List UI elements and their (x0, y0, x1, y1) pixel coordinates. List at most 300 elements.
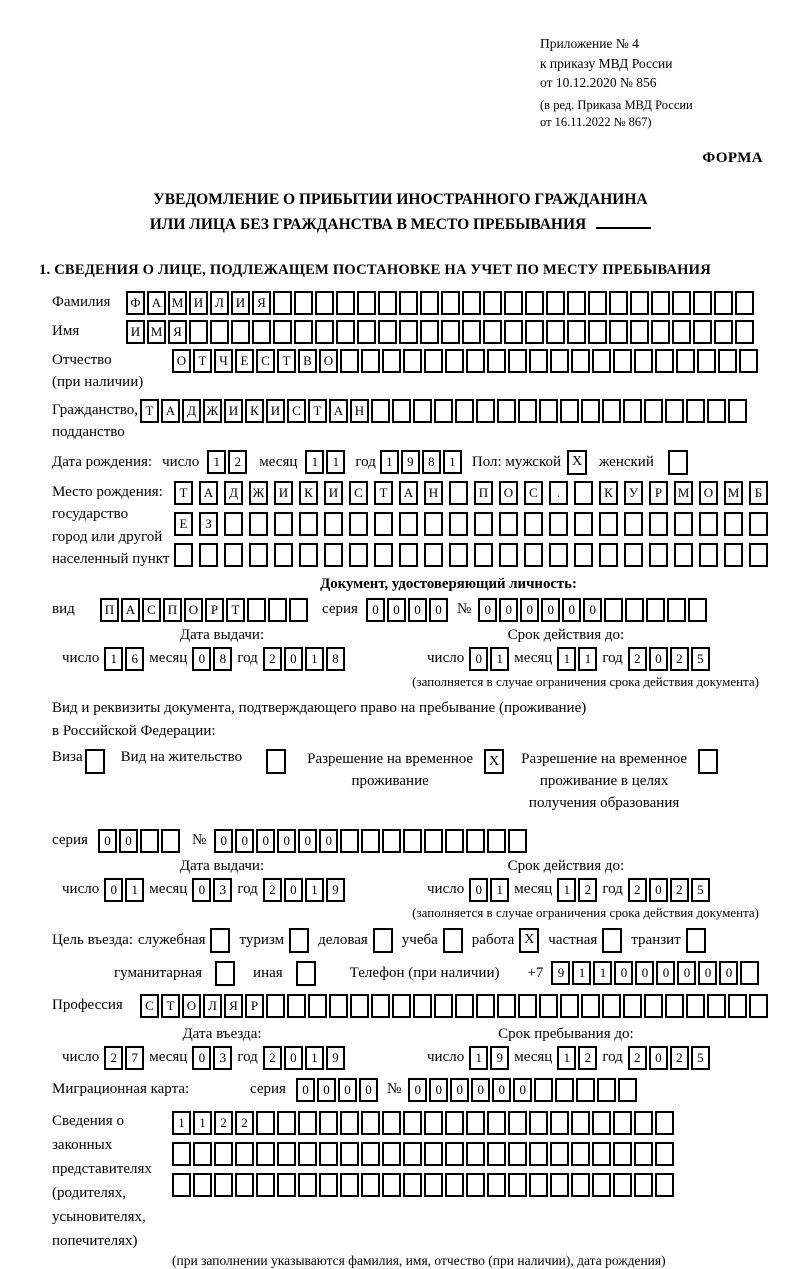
char-cell[interactable] (693, 320, 712, 344)
char-cell[interactable]: 2 (578, 878, 597, 902)
char-cell[interactable] (676, 349, 695, 373)
char-cell[interactable] (277, 1111, 296, 1135)
char-cell[interactable]: Б (749, 481, 768, 505)
char-cell[interactable] (273, 320, 292, 344)
char-cell[interactable]: 1 (193, 1111, 212, 1135)
char-cell[interactable]: 7 (125, 1046, 144, 1070)
char-cell[interactable]: 2 (628, 878, 647, 902)
char-cell[interactable]: 2 (628, 647, 647, 671)
char-cell[interactable] (403, 349, 422, 373)
char-cell[interactable] (555, 1078, 574, 1102)
char-cell[interactable]: 5 (691, 878, 710, 902)
char-cell[interactable]: 0 (429, 598, 448, 622)
char-cell[interactable]: Р (205, 598, 224, 622)
char-cell[interactable] (623, 399, 642, 423)
char-cell[interactable]: С (349, 481, 368, 505)
char-cell[interactable]: 5 (691, 647, 710, 671)
char-cell[interactable] (592, 1111, 611, 1135)
char-cell[interactable] (434, 994, 453, 1018)
char-cell[interactable]: М (168, 291, 187, 315)
char-cell[interactable] (256, 1111, 275, 1135)
char-cell[interactable] (357, 291, 376, 315)
char-cell[interactable]: 0 (98, 829, 117, 853)
char-cell[interactable]: 5 (691, 1046, 710, 1070)
char-cell[interactable] (420, 320, 439, 344)
char-cell[interactable] (256, 1173, 275, 1197)
char-cell[interactable] (336, 320, 355, 344)
char-cell[interactable] (294, 291, 313, 315)
char-cell[interactable] (546, 320, 565, 344)
char-cell[interactable] (599, 543, 618, 567)
char-cell[interactable]: 1 (104, 647, 123, 671)
char-cell[interactable] (445, 829, 464, 853)
char-cell[interactable]: С (524, 481, 543, 505)
char-cell[interactable]: О (319, 349, 338, 373)
char-cell[interactable] (299, 543, 318, 567)
char-cell[interactable]: 1 (305, 647, 324, 671)
char-cell[interactable]: 2 (235, 1111, 254, 1135)
char-cell[interactable]: Я (168, 320, 187, 344)
char-cell[interactable]: 0 (649, 1046, 668, 1070)
purpose-official-checkbox[interactable] (210, 928, 230, 953)
char-cell[interactable] (529, 1111, 548, 1135)
char-cell[interactable] (504, 320, 523, 344)
char-cell[interactable]: 0 (359, 1078, 378, 1102)
char-cell[interactable]: Р (245, 994, 264, 1018)
char-cell[interactable]: 0 (492, 1078, 511, 1102)
char-cell[interactable]: П (100, 598, 119, 622)
char-cell[interactable]: И (189, 291, 208, 315)
char-cell[interactable] (161, 829, 180, 853)
char-cell[interactable] (508, 1142, 527, 1166)
char-cell[interactable]: 9 (326, 878, 345, 902)
char-cell[interactable] (399, 291, 418, 315)
char-cell[interactable]: К (599, 481, 618, 505)
char-cell[interactable] (602, 994, 621, 1018)
char-cell[interactable] (382, 1111, 401, 1135)
char-cell[interactable]: Ж (249, 481, 268, 505)
char-cell[interactable]: 0 (520, 598, 539, 622)
char-cell[interactable] (499, 543, 518, 567)
char-cell[interactable] (525, 291, 544, 315)
char-cell[interactable] (315, 320, 334, 344)
char-cell[interactable] (574, 481, 593, 505)
char-cell[interactable] (567, 291, 586, 315)
sex-male-checkbox[interactable]: X (567, 450, 587, 475)
char-cell[interactable] (549, 512, 568, 536)
char-cell[interactable] (634, 1111, 653, 1135)
char-cell[interactable] (724, 543, 743, 567)
char-cell[interactable]: 0 (698, 961, 717, 985)
char-cell[interactable]: 2 (104, 1046, 123, 1070)
char-cell[interactable]: 0 (387, 598, 406, 622)
char-cell[interactable] (728, 399, 747, 423)
char-cell[interactable]: В (298, 349, 317, 373)
char-cell[interactable]: И (231, 291, 250, 315)
char-cell[interactable] (357, 320, 376, 344)
temp-residence-edu-checkbox[interactable] (698, 749, 718, 774)
char-cell[interactable]: 0 (649, 878, 668, 902)
char-cell[interactable]: 0 (192, 647, 211, 671)
char-cell[interactable] (319, 1111, 338, 1135)
char-cell[interactable]: 0 (656, 961, 675, 985)
char-cell[interactable] (466, 1173, 485, 1197)
char-cell[interactable] (749, 512, 768, 536)
char-cell[interactable] (449, 543, 468, 567)
char-cell[interactable] (361, 1173, 380, 1197)
char-cell[interactable]: 1 (572, 961, 591, 985)
char-cell[interactable]: Д (224, 481, 243, 505)
char-cell[interactable] (474, 543, 493, 567)
char-cell[interactable]: 0 (366, 598, 385, 622)
char-cell[interactable]: 9 (326, 1046, 345, 1070)
char-cell[interactable]: Т (140, 399, 159, 423)
char-cell[interactable] (224, 543, 243, 567)
char-cell[interactable]: 1 (380, 450, 399, 474)
char-cell[interactable] (361, 349, 380, 373)
char-cell[interactable] (424, 1173, 443, 1197)
char-cell[interactable] (403, 1111, 422, 1135)
char-cell[interactable] (324, 512, 343, 536)
char-cell[interactable] (613, 349, 632, 373)
char-cell[interactable] (466, 1111, 485, 1135)
char-cell[interactable] (274, 512, 293, 536)
char-cell[interactable]: 2 (263, 647, 282, 671)
char-cell[interactable] (735, 320, 754, 344)
char-cell[interactable] (644, 399, 663, 423)
char-cell[interactable]: К (299, 481, 318, 505)
char-cell[interactable] (249, 512, 268, 536)
char-cell[interactable] (287, 994, 306, 1018)
char-cell[interactable]: Л (210, 291, 229, 315)
char-cell[interactable] (529, 1173, 548, 1197)
char-cell[interactable] (529, 1142, 548, 1166)
char-cell[interactable] (298, 1111, 317, 1135)
char-cell[interactable]: Т (277, 349, 296, 373)
char-cell[interactable] (518, 994, 537, 1018)
char-cell[interactable] (399, 320, 418, 344)
char-cell[interactable] (667, 598, 686, 622)
char-cell[interactable]: Л (203, 994, 222, 1018)
char-cell[interactable] (630, 291, 649, 315)
char-cell[interactable]: Я (252, 291, 271, 315)
char-cell[interactable] (361, 1142, 380, 1166)
char-cell[interactable]: 1 (305, 450, 324, 474)
char-cell[interactable]: 1 (305, 1046, 324, 1070)
char-cell[interactable]: А (199, 481, 218, 505)
char-cell[interactable] (413, 399, 432, 423)
char-cell[interactable] (249, 543, 268, 567)
char-cell[interactable]: А (399, 481, 418, 505)
char-cell[interactable]: О (172, 349, 191, 373)
char-cell[interactable]: М (724, 481, 743, 505)
char-cell[interactable]: 2 (628, 1046, 647, 1070)
char-cell[interactable] (224, 512, 243, 536)
char-cell[interactable] (252, 320, 271, 344)
char-cell[interactable] (618, 1078, 637, 1102)
char-cell[interactable] (214, 1173, 233, 1197)
char-cell[interactable] (571, 1142, 590, 1166)
char-cell[interactable]: 0 (317, 1078, 336, 1102)
char-cell[interactable] (231, 320, 250, 344)
char-cell[interactable] (424, 512, 443, 536)
char-cell[interactable] (361, 829, 380, 853)
char-cell[interactable] (445, 1111, 464, 1135)
temp-residence-checkbox[interactable]: X (484, 749, 504, 774)
char-cell[interactable] (350, 994, 369, 1018)
char-cell[interactable] (634, 1173, 653, 1197)
char-cell[interactable] (235, 1142, 254, 1166)
char-cell[interactable] (504, 291, 523, 315)
char-cell[interactable]: 2 (670, 647, 689, 671)
char-cell[interactable] (399, 512, 418, 536)
char-cell[interactable] (674, 512, 693, 536)
char-cell[interactable]: М (674, 481, 693, 505)
char-cell[interactable]: 0 (408, 598, 427, 622)
char-cell[interactable]: 0 (499, 598, 518, 622)
char-cell[interactable]: 0 (284, 878, 303, 902)
purpose-private-checkbox[interactable] (602, 928, 622, 953)
char-cell[interactable] (588, 320, 607, 344)
char-cell[interactable] (735, 291, 754, 315)
char-cell[interactable]: 0 (296, 1078, 315, 1102)
char-cell[interactable] (483, 291, 502, 315)
char-cell[interactable] (299, 512, 318, 536)
char-cell[interactable] (728, 994, 747, 1018)
char-cell[interactable] (672, 291, 691, 315)
char-cell[interactable] (549, 543, 568, 567)
char-cell[interactable]: 9 (490, 1046, 509, 1070)
char-cell[interactable] (550, 1173, 569, 1197)
char-cell[interactable] (247, 598, 266, 622)
char-cell[interactable] (274, 543, 293, 567)
char-cell[interactable]: О (184, 598, 203, 622)
char-cell[interactable] (524, 512, 543, 536)
char-cell[interactable]: 2 (578, 1046, 597, 1070)
char-cell[interactable]: 0 (478, 598, 497, 622)
char-cell[interactable] (623, 994, 642, 1018)
char-cell[interactable] (382, 829, 401, 853)
char-cell[interactable] (602, 399, 621, 423)
char-cell[interactable]: П (163, 598, 182, 622)
char-cell[interactable] (487, 1173, 506, 1197)
char-cell[interactable] (718, 349, 737, 373)
char-cell[interactable]: И (324, 481, 343, 505)
char-cell[interactable]: Т (161, 994, 180, 1018)
char-cell[interactable] (686, 994, 705, 1018)
char-cell[interactable] (714, 291, 733, 315)
char-cell[interactable]: . (549, 481, 568, 505)
char-cell[interactable] (550, 349, 569, 373)
char-cell[interactable]: О (182, 994, 201, 1018)
char-cell[interactable] (592, 1142, 611, 1166)
char-cell[interactable] (739, 349, 758, 373)
char-cell[interactable] (466, 349, 485, 373)
char-cell[interactable]: 3 (213, 878, 232, 902)
char-cell[interactable]: 2 (263, 878, 282, 902)
char-cell[interactable] (592, 349, 611, 373)
char-cell[interactable] (487, 1142, 506, 1166)
char-cell[interactable] (693, 291, 712, 315)
char-cell[interactable] (349, 543, 368, 567)
char-cell[interactable] (294, 320, 313, 344)
char-cell[interactable]: Ж (203, 399, 222, 423)
char-cell[interactable]: 0 (649, 647, 668, 671)
char-cell[interactable] (424, 1142, 443, 1166)
char-cell[interactable]: 2 (670, 1046, 689, 1070)
char-cell[interactable] (424, 1111, 443, 1135)
char-cell[interactable] (609, 320, 628, 344)
char-cell[interactable] (487, 829, 506, 853)
char-cell[interactable] (324, 543, 343, 567)
char-cell[interactable] (487, 349, 506, 373)
char-cell[interactable]: 0 (719, 961, 738, 985)
char-cell[interactable]: Т (374, 481, 393, 505)
char-cell[interactable]: 2 (228, 450, 247, 474)
char-cell[interactable] (740, 961, 759, 985)
char-cell[interactable] (268, 598, 287, 622)
char-cell[interactable] (534, 1078, 553, 1102)
char-cell[interactable] (550, 1111, 569, 1135)
char-cell[interactable] (576, 1078, 595, 1102)
char-cell[interactable]: К (245, 399, 264, 423)
char-cell[interactable]: А (121, 598, 140, 622)
char-cell[interactable] (655, 1173, 674, 1197)
char-cell[interactable]: 0 (104, 878, 123, 902)
char-cell[interactable]: И (274, 481, 293, 505)
char-cell[interactable]: 0 (192, 878, 211, 902)
char-cell[interactable] (382, 1142, 401, 1166)
char-cell[interactable] (655, 349, 674, 373)
char-cell[interactable] (371, 399, 390, 423)
char-cell[interactable] (655, 1111, 674, 1135)
char-cell[interactable] (392, 399, 411, 423)
char-cell[interactable] (624, 543, 643, 567)
char-cell[interactable]: 0 (277, 829, 296, 853)
char-cell[interactable] (508, 349, 527, 373)
purpose-tourism-checkbox[interactable] (289, 928, 309, 953)
char-cell[interactable] (340, 829, 359, 853)
char-cell[interactable]: 0 (256, 829, 275, 853)
char-cell[interactable] (476, 994, 495, 1018)
char-cell[interactable] (597, 1078, 616, 1102)
char-cell[interactable] (392, 994, 411, 1018)
char-cell[interactable] (571, 349, 590, 373)
char-cell[interactable]: 1 (593, 961, 612, 985)
char-cell[interactable]: А (147, 291, 166, 315)
char-cell[interactable] (374, 512, 393, 536)
char-cell[interactable] (634, 349, 653, 373)
char-cell[interactable] (340, 1142, 359, 1166)
char-cell[interactable] (378, 291, 397, 315)
char-cell[interactable]: С (256, 349, 275, 373)
char-cell[interactable] (613, 1111, 632, 1135)
char-cell[interactable] (329, 994, 348, 1018)
char-cell[interactable]: 1 (443, 450, 462, 474)
char-cell[interactable]: 0 (284, 1046, 303, 1070)
char-cell[interactable] (588, 291, 607, 315)
char-cell[interactable]: Н (350, 399, 369, 423)
char-cell[interactable]: И (126, 320, 145, 344)
char-cell[interactable] (699, 512, 718, 536)
char-cell[interactable]: 2 (263, 1046, 282, 1070)
purpose-transit-checkbox[interactable] (686, 928, 706, 953)
char-cell[interactable] (499, 512, 518, 536)
char-cell[interactable] (199, 543, 218, 567)
char-cell[interactable]: С (287, 399, 306, 423)
char-cell[interactable] (674, 543, 693, 567)
char-cell[interactable]: И (266, 399, 285, 423)
char-cell[interactable]: А (161, 399, 180, 423)
char-cell[interactable] (462, 320, 481, 344)
char-cell[interactable] (340, 349, 359, 373)
char-cell[interactable]: 8 (213, 647, 232, 671)
char-cell[interactable] (399, 543, 418, 567)
char-cell[interactable]: 0 (583, 598, 602, 622)
char-cell[interactable] (665, 399, 684, 423)
char-cell[interactable] (724, 512, 743, 536)
char-cell[interactable]: М (147, 320, 166, 344)
char-cell[interactable]: А (329, 399, 348, 423)
visa-checkbox[interactable] (85, 749, 105, 774)
char-cell[interactable] (315, 291, 334, 315)
char-cell[interactable]: 1 (490, 647, 509, 671)
char-cell[interactable] (571, 1173, 590, 1197)
char-cell[interactable]: 0 (635, 961, 654, 985)
char-cell[interactable] (550, 1142, 569, 1166)
char-cell[interactable] (210, 320, 229, 344)
char-cell[interactable] (193, 1142, 212, 1166)
char-cell[interactable]: Т (308, 399, 327, 423)
char-cell[interactable]: З (199, 512, 218, 536)
char-cell[interactable]: 0 (408, 1078, 427, 1102)
char-cell[interactable] (382, 1173, 401, 1197)
char-cell[interactable]: 1 (326, 450, 345, 474)
char-cell[interactable] (624, 512, 643, 536)
char-cell[interactable] (424, 543, 443, 567)
char-cell[interactable] (609, 291, 628, 315)
char-cell[interactable] (560, 994, 579, 1018)
char-cell[interactable] (539, 994, 558, 1018)
char-cell[interactable]: 0 (562, 598, 581, 622)
char-cell[interactable] (567, 320, 586, 344)
char-cell[interactable] (434, 399, 453, 423)
char-cell[interactable] (214, 1142, 233, 1166)
char-cell[interactable] (546, 291, 565, 315)
char-cell[interactable]: Д (182, 399, 201, 423)
char-cell[interactable] (445, 1142, 464, 1166)
char-cell[interactable] (374, 543, 393, 567)
char-cell[interactable] (581, 399, 600, 423)
char-cell[interactable] (266, 994, 285, 1018)
char-cell[interactable] (476, 399, 495, 423)
char-cell[interactable] (630, 320, 649, 344)
char-cell[interactable]: Е (174, 512, 193, 536)
char-cell[interactable] (613, 1173, 632, 1197)
char-cell[interactable]: Я (224, 994, 243, 1018)
char-cell[interactable]: 0 (119, 829, 138, 853)
char-cell[interactable] (449, 481, 468, 505)
char-cell[interactable] (518, 399, 537, 423)
char-cell[interactable] (644, 994, 663, 1018)
purpose-business-checkbox[interactable] (373, 928, 393, 953)
char-cell[interactable]: 0 (214, 829, 233, 853)
char-cell[interactable] (508, 829, 527, 853)
char-cell[interactable] (256, 1142, 275, 1166)
char-cell[interactable] (508, 1111, 527, 1135)
char-cell[interactable] (441, 291, 460, 315)
residence-permit-checkbox[interactable] (266, 749, 286, 774)
